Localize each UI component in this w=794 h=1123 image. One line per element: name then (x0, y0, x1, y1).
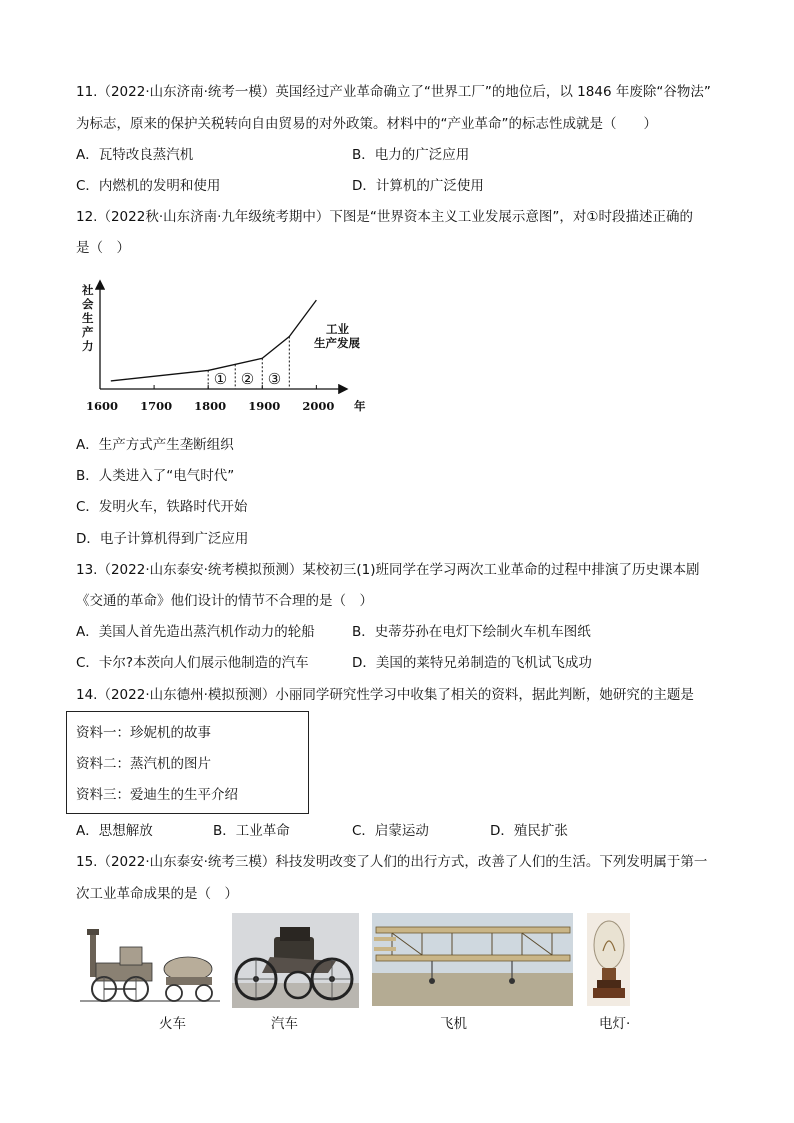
q13-option-c: C．卡尔?本茨向人们展示他制造的汽车 (76, 655, 309, 671)
q13-option-d: D．美国的莱特兄弟制造的飞机试飞成功 (352, 655, 592, 671)
q12-option-b: B．人类进入了“电气时代” (76, 468, 235, 484)
x-tick-label: 1900 (248, 399, 281, 413)
q11-option-a: A．瓦特改良蒸汽机 (76, 147, 194, 163)
q11-option-c: C．内燃机的发明和使用 (76, 178, 221, 194)
q14-option-a: A．思想解放 (76, 823, 153, 839)
y-label-char: 社 (82, 283, 94, 297)
y-label-char: 力 (82, 339, 94, 353)
q12-option-d: D．电子计算机得到广泛应用 (76, 531, 249, 547)
x-tick-label: 1800 (194, 399, 227, 413)
caption-light-bulb: 电灯· (599, 1016, 631, 1032)
industry-development-chart (76, 274, 376, 420)
x-tick-label: 1600 (86, 399, 119, 413)
x-tick-label: 1700 (140, 399, 173, 413)
chart-x-axis-label: 年 (354, 399, 366, 413)
q14-option-d: D．殖民扩张 (490, 823, 568, 839)
q12-option-a: A．生产方式产生垄断组织 (76, 437, 234, 453)
q14-option-b: B．工业革命 (213, 823, 290, 839)
q11-text-line2: 为标志，原来的保护关税转向自由贸易的对外政策。材料中的“产业革命”的标志性成就是（ ） (76, 116, 657, 132)
q14-material-2: 资料二：蒸汽机的图片 (76, 756, 211, 772)
y-label-char: 产 (82, 325, 94, 339)
q14-material-3: 资料三：爱迪生的生平介绍 (76, 787, 238, 803)
q14-text-line1: 14.（2022·山东德州·模拟预测）小丽同学研究性学习中收集了相关的资料，据此判断，她研究的主题是 (76, 687, 694, 703)
caption-car: 汽车 (271, 1016, 298, 1032)
biplane-photo (372, 913, 573, 1006)
caption-train: 火车 (159, 1016, 186, 1032)
q13-option-b: B．史蒂芬孙在电灯下绘制火车机车图纸 (352, 624, 591, 640)
q11-option-d: D．计算机的广泛使用 (352, 178, 484, 194)
caption-airplane: 飞机 (440, 1016, 467, 1032)
y-label-char: 会 (82, 297, 94, 311)
q12-text-line2: 是（ ） (76, 240, 130, 256)
q12-text-line1: 12.（2022秋·山东济南·九年级统考期中）下图是“世界资本主义工业发展示意图”，对①时段描述正确的 (76, 209, 693, 225)
q13-text-line1: 13.（2022·山东泰安·统考模拟预测）某校初三(1)班同学在学习两次工业革命的过程中排演了历史课本剧 (76, 562, 700, 578)
q11-text-line1: 11.（2022·山东济南·统考一模）英国经过产业革命确立了“世界工厂”的地位后，以 1846 年废除“谷物法” (76, 84, 711, 100)
period-label: ③ (267, 370, 282, 388)
light-bulb-photo (587, 913, 630, 1006)
q15-text-line2: 次工业革命成果的是（ ） (76, 886, 238, 902)
q13-option-a: A．美国人首先造出蒸汽机作动力的轮船 (76, 624, 315, 640)
q13-text-line2: 《交通的革命》他们设计的情节不合理的是（ ） (76, 593, 373, 609)
chart-series-label-line2: 生产发展 (314, 336, 360, 350)
q15-text-line1: 15.（2022·山东泰安·统考三模）科技发明改变了人们的出行方式，改善了人们的生活。下列发明属于第一 (76, 854, 708, 870)
q12-option-c: C．发明火车，铁路时代开始 (76, 499, 248, 515)
chart-y-axis-label (81, 283, 94, 353)
q14-option-c: C．启蒙运动 (352, 823, 429, 839)
period-label: ① (213, 370, 228, 388)
q14-materials-box (66, 711, 309, 814)
chart-series-line (111, 300, 317, 381)
period-label: ② (240, 370, 255, 388)
q14-material-1: 资料一：珍妮机的故事 (76, 725, 211, 741)
y-label-char: 生 (82, 311, 94, 325)
q11-option-b: B．电力的广泛应用 (352, 147, 470, 163)
early-automobile-photo (232, 913, 359, 1008)
steam-locomotive-illustration (80, 913, 220, 1008)
x-tick-label: 2000 (302, 399, 335, 413)
chart-series-label-line1: 工业 (326, 322, 349, 336)
